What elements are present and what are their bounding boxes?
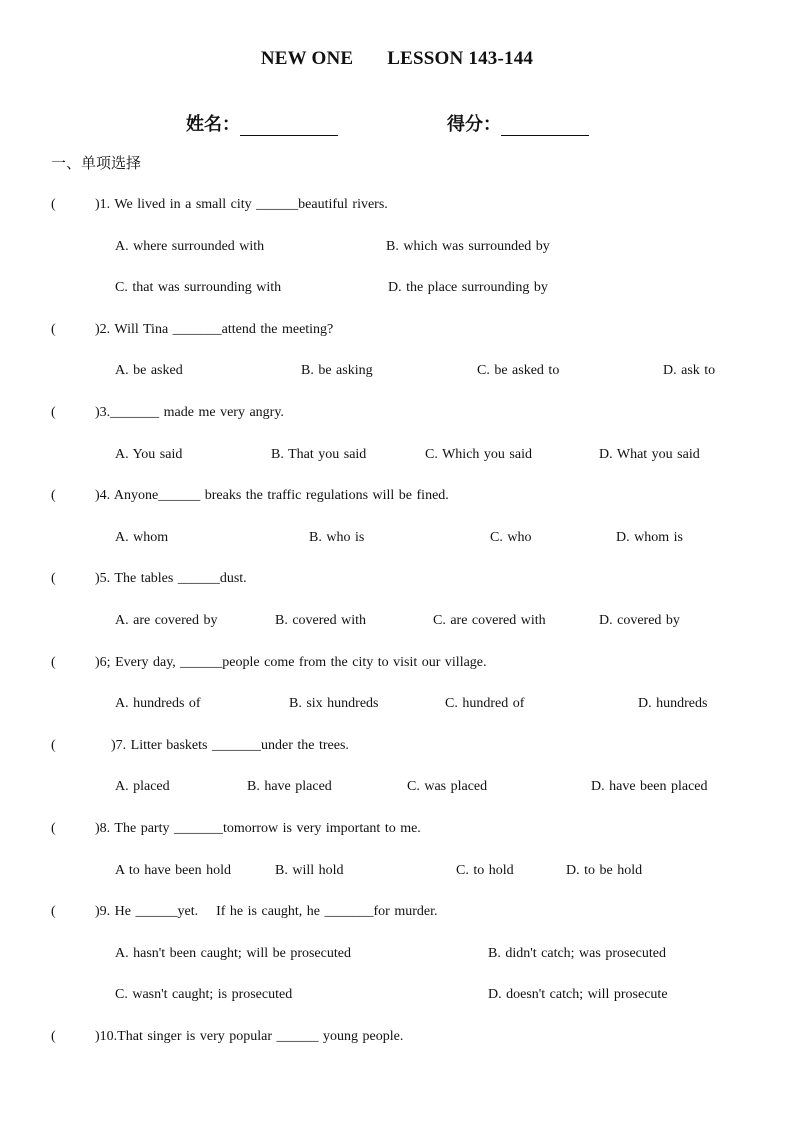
question-number: )5.: [95, 571, 111, 586]
question-stem: The tables ______dust.: [114, 571, 247, 586]
score-blank[interactable]: [501, 117, 589, 136]
question-number: )2.: [95, 322, 111, 337]
score-field[interactable]: [447, 110, 589, 136]
option-b[interactable]: B. have placed: [247, 779, 332, 794]
question-stem: The party _______tomorrow is very important to me.: [114, 821, 421, 836]
option-a[interactable]: A. be asked: [115, 363, 183, 378]
option-d[interactable]: D. doesn't catch; will prosecute: [488, 987, 668, 1002]
option-c[interactable]: C. that was surrounding with: [115, 280, 282, 295]
option-c[interactable]: C. to hold: [456, 863, 514, 878]
option-a[interactable]: A. where surrounded with: [115, 239, 265, 254]
option-b[interactable]: B. which was surrounded by: [386, 239, 550, 254]
answer-paren[interactable]: (: [51, 488, 56, 503]
question-10: [51, 1029, 403, 1045]
option-a[interactable]: A. are covered by: [115, 613, 218, 628]
section-title: 一、单项选择: [51, 154, 142, 172]
option-b[interactable]: B. who is: [309, 530, 365, 545]
option-b[interactable]: B. didn't catch; was prosecuted: [488, 946, 666, 961]
answer-paren[interactable]: (: [51, 405, 56, 420]
option-b[interactable]: B. be asking: [301, 363, 373, 378]
answer-paren[interactable]: (: [51, 197, 56, 212]
option-a[interactable]: A. You said: [115, 447, 183, 462]
option-c[interactable]: C. be asked to: [477, 363, 560, 378]
option-a[interactable]: A. hasn't been caught; will be prosecuted: [115, 946, 351, 961]
score-label: 得分：: [447, 114, 501, 135]
option-a[interactable]: A. hundreds of: [115, 696, 201, 711]
question-number: )9.: [95, 904, 111, 919]
option-c[interactable]: C. wasn't caught; is prosecuted: [115, 987, 293, 1002]
question-8: [51, 821, 421, 837]
answer-paren[interactable]: (: [51, 322, 56, 337]
option-d[interactable]: D. have been placed: [591, 779, 708, 794]
option-b[interactable]: B. covered with: [275, 613, 367, 628]
question-number: )6;: [95, 655, 111, 670]
name-field[interactable]: [186, 110, 338, 136]
option-b[interactable]: B. will hold: [275, 863, 344, 878]
question-number: )4.: [95, 488, 111, 503]
option-c[interactable]: C. are covered with: [433, 613, 546, 628]
question-number: )3.: [95, 405, 111, 420]
question-number: )1.: [95, 197, 111, 212]
question-number: )8.: [95, 821, 111, 836]
option-c[interactable]: C. Which you said: [425, 447, 532, 462]
option-a[interactable]: A. whom: [115, 530, 169, 545]
option-b[interactable]: B. That you said: [271, 447, 367, 462]
answer-paren[interactable]: (: [51, 571, 56, 586]
question-stem: We lived in a small city ______beautiful rivers.: [114, 197, 388, 212]
question-4: [51, 488, 449, 504]
option-c[interactable]: C. was placed: [407, 779, 488, 794]
answer-paren[interactable]: (: [51, 1029, 56, 1044]
question-9: [51, 904, 438, 920]
question-stem: That singer is very popular ______ young people.: [117, 1029, 404, 1044]
question-number: )10.: [95, 1029, 118, 1044]
option-c[interactable]: C. hundred of: [445, 696, 525, 711]
answer-paren[interactable]: (: [51, 821, 56, 836]
question-number: )7.: [111, 738, 127, 753]
option-d[interactable]: D. hundreds: [638, 696, 708, 711]
option-d[interactable]: D. the place surrounding by: [388, 280, 548, 295]
option-a[interactable]: A to have been hold: [115, 863, 231, 878]
course-name: NEW ONE: [260, 48, 354, 69]
option-d[interactable]: D. covered by: [599, 613, 680, 628]
option-d[interactable]: D. What you said: [599, 447, 700, 462]
answer-paren[interactable]: (: [51, 655, 56, 670]
option-d[interactable]: D. whom is: [616, 530, 683, 545]
worksheet-title: [0, 48, 794, 70]
question-stem: Will Tina _______attend the meeting?: [114, 322, 334, 337]
lesson-range: LESSON 143-144: [387, 48, 534, 69]
name-score-row: [0, 110, 794, 134]
question-5: [51, 571, 247, 587]
name-label: 姓名：: [186, 114, 240, 135]
option-c[interactable]: C. who: [490, 530, 532, 545]
option-d[interactable]: D. to be hold: [566, 863, 643, 878]
option-b[interactable]: B. six hundreds: [289, 696, 379, 711]
question-2: [51, 322, 333, 338]
question-stem: He ______yet. If he is caught, he _______for murder.: [114, 904, 438, 919]
name-blank[interactable]: [240, 117, 338, 136]
question-stem: _______ made me very angry.: [110, 405, 284, 420]
question-stem: Anyone______ breaks the traffic regulations will be fined.: [113, 488, 449, 503]
option-a[interactable]: A. placed: [115, 779, 170, 794]
question-stem: Every day, ______people come from the city to visit our village.: [115, 655, 487, 670]
option-d[interactable]: D. ask to: [663, 363, 716, 378]
question-stem: Litter baskets _______under the trees.: [130, 738, 349, 753]
question-6: [51, 655, 487, 671]
answer-paren[interactable]: (: [51, 738, 56, 753]
answer-paren[interactable]: (: [51, 904, 56, 919]
question-1: [51, 197, 388, 213]
question-3: [51, 405, 284, 421]
question-7: [51, 738, 349, 754]
